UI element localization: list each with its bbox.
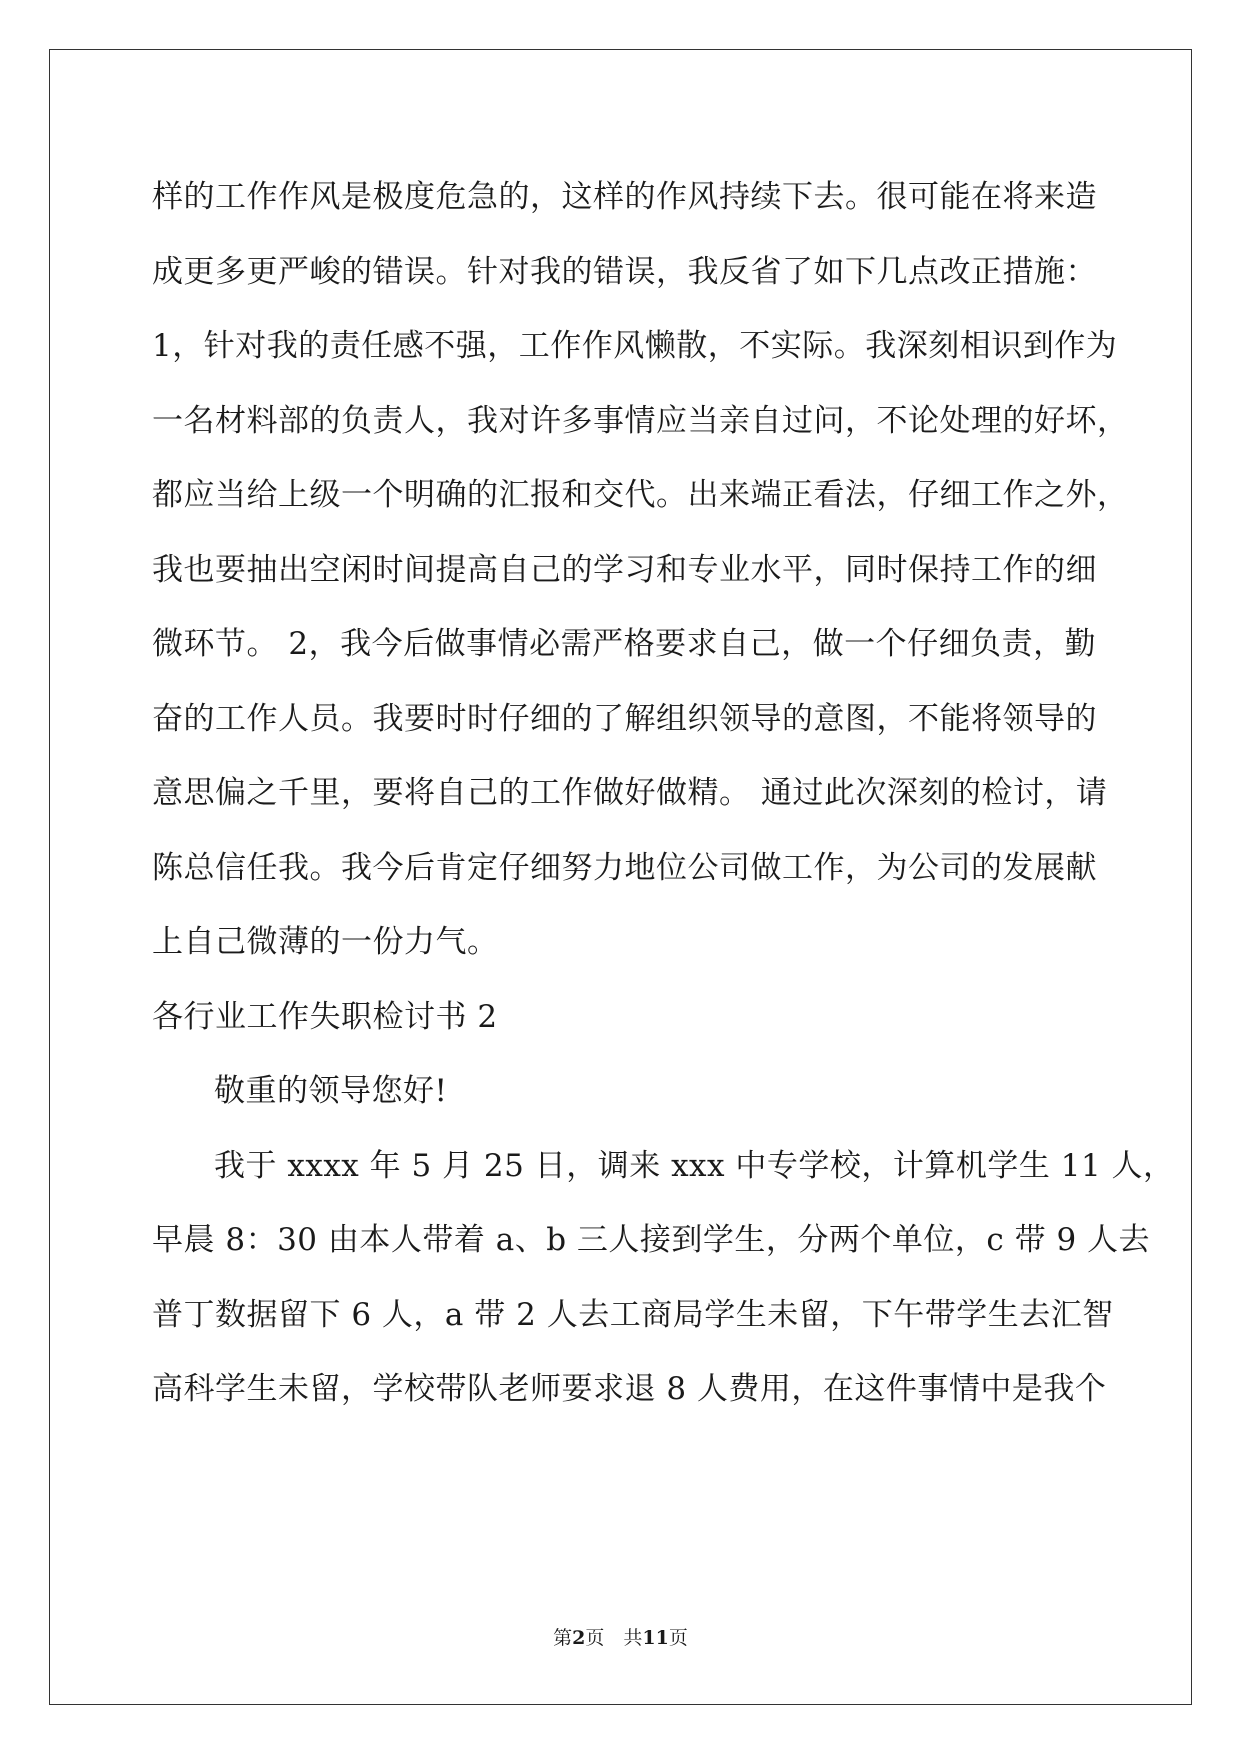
body-line: 微环节。 2，我今后做事情必需严格要求自己，做一个仔细负责，勤 <box>152 626 1097 662</box>
page-footer <box>0 1623 1241 1650</box>
document-body <box>152 160 1175 1427</box>
body-line: 我于 xxxx 年 5 月 25 日，调来 xxx 中专学校，计算机学生 11 人， <box>214 1147 1175 1184</box>
section-title: 各行业工作失职检讨书 2 <box>152 998 498 1035</box>
body-line: 高科学生未留，学校带队老师要求退 8 人费用，在这件事情中是我个 <box>152 1371 1107 1407</box>
body-line: 意思偏之千里，要将自己的工作做好做精。 通过此次深刻的检讨，请 <box>152 775 1108 811</box>
body-line: 样的工作作风是极度危急的，这样的作风持续下去。很可能在将来造 <box>152 179 1097 215</box>
body-line: 奋的工作人员。我要时时仔细的了解组织领导的意图，不能将领导的 <box>152 700 1097 737</box>
salutation: 敬重的领导您好! <box>214 1073 448 1109</box>
footer-page-number: 2 <box>572 1627 586 1649</box>
footer-total-pages: 11 <box>642 1627 669 1649</box>
body-line: 早晨 8：30 由本人带着 a、b 三人接到学生，分两个单位，c 带 9 人去 <box>152 1222 1151 1258</box>
footer-prefix: 第 <box>553 1627 573 1649</box>
body-line: 都应当给上级一个明确的汇报和交代。出来端正看法，仔细工作之外， <box>152 477 1129 513</box>
body-line: 成更多更严峻的错误。针对我的错误，我反省了如下几点改正措施： <box>152 253 1097 290</box>
body-line: 一名材料部的负责人，我对许多事情应当亲自过问，不论处理的好坏， <box>152 402 1129 439</box>
footer-mid: 页 共 <box>585 1627 643 1649</box>
body-line: 普丁数据留下 6 人，a 带 2 人去工商局学生未留，下午带学生去汇智 <box>152 1296 1114 1333</box>
body-line: 上自己微薄的一份力气。 <box>152 924 499 960</box>
body-line: 1，针对我的责任感不强，工作作风懒散，不实际。我深刻相识到作为 <box>152 328 1118 364</box>
body-line: 我也要抽出空闲时间提高自己的学习和专业水平，同时保持工作的细 <box>152 551 1097 588</box>
body-line: 陈总信任我。我今后肯定仔细努力地位公司做工作，为公司的发展献 <box>152 849 1097 886</box>
footer-suffix: 页 <box>668 1627 688 1649</box>
